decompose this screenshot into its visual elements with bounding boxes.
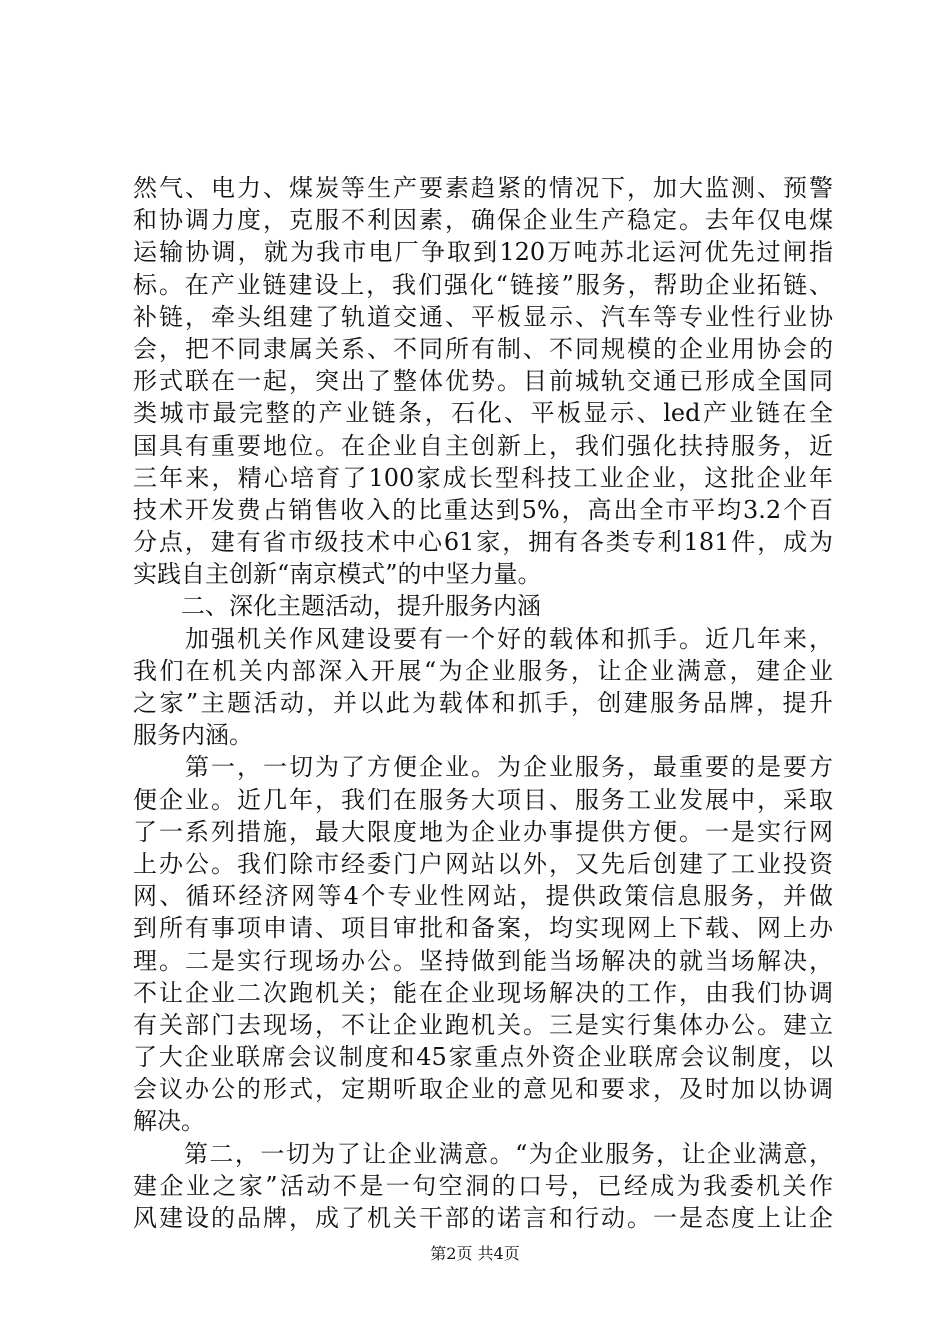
text-line: 分点，建有省市级技术中心61家，拥有各类专利181件，成为 [133,528,833,557]
text-line: 补链，牵头组建了轨道交通、平板显示、汽车等专业性行业协 [133,302,833,331]
text-line: 国具有重要地位。在企业自主创新上，我们强化扶持服务，近 [133,431,833,460]
text-line: 第一，一切为了方便企业。为企业服务，最重要的是要方 [133,753,833,782]
text-line: 标。在产业链建设上，我们强化“链接”服务，帮助企业拓链、 [133,270,833,299]
text-line: 服务内涵。 [133,721,253,750]
text-line: 我们在机关内部深入开展“为企业服务，让企业满意，建企业 [133,656,833,685]
text-line: 便企业。近几年，我们在服务大项目、服务工业发展中，采取 [133,785,833,814]
text-line: 类城市最完整的产业链条，石化、平板显示、led产业链在全 [133,399,833,428]
text-line: 理。二是实行现场办公。坚持做到能当场解决的就当场解决， [133,946,833,975]
text-line: 会议办公的形式，定期听取企业的意见和要求，及时加以协调 [133,1075,833,1104]
text-line: 加强机关作风建设要有一个好的载体和抓手。近几年来， [133,624,833,653]
text-line: 和协调力度，克服不利因素，确保企业生产稳定。去年仅电煤 [133,206,833,235]
text-line: 到所有事项申请、项目审批和备案，均实现网上下载、网上办 [133,914,833,943]
text-line: 建企业之家”活动不是一句空洞的口号，已经成为我委机关作 [133,1171,833,1200]
text-line: 二、深化主题活动，提升服务内涵 [133,592,541,621]
document-body [133,172,833,1234]
text-line: 会，把不同隶属关系、不同所有制、不同规模的企业用协会的 [133,334,833,363]
text-line: 运输协调，就为我市电厂争取到120万吨苏北运河优先过闸指 [133,238,833,267]
text-line: 形式联在一起，突出了整体优势。目前城轨交通已形成全国同 [133,367,833,396]
text-line: 网、循环经济网等4个专业性网站，提供政策信息服务，并做 [133,882,833,911]
text-line: 实践自主创新“南京模式”的中坚力量。 [133,560,542,589]
text-line: 技术开发费占销售收入的比重达到5%，高出全市平均3.2个百 [133,495,833,524]
page-footer: 第2页 共4页 [430,1244,520,1263]
text-line: 风建设的品牌，成了机关干部的诺言和行动。一是态度上让企 [133,1204,833,1232]
text-line: 了一系列措施，最大限度地为企业办事提供方便。一是实行网 [133,817,833,846]
text-line: 第二，一切为了让企业满意。“为企业服务，让企业满意， [133,1139,833,1168]
text-line: 之家”主题活动，并以此为载体和抓手，创建服务品牌，提升 [133,689,833,717]
text-line: 然气、电力、煤炭等生产要素趋紧的情况下，加大监测、预警 [133,174,833,202]
text-line: 上办公。我们除市经委门户网站以外，又先后创建了工业投资 [133,849,833,878]
text-line: 三年来，精心培育了100家成长型科技工业企业，这批企业年 [133,463,833,492]
text-line: 了大企业联席会议制度和45家重点外资企业联席会议制度，以 [133,1043,833,1072]
text-line: 不让企业二次跑机关；能在企业现场解决的工作，由我们协调 [133,978,833,1007]
text-line: 有关部门去现场，不让企业跑机关。三是实行集体办公。建立 [133,1010,833,1039]
text-line: 解决。 [133,1107,205,1136]
